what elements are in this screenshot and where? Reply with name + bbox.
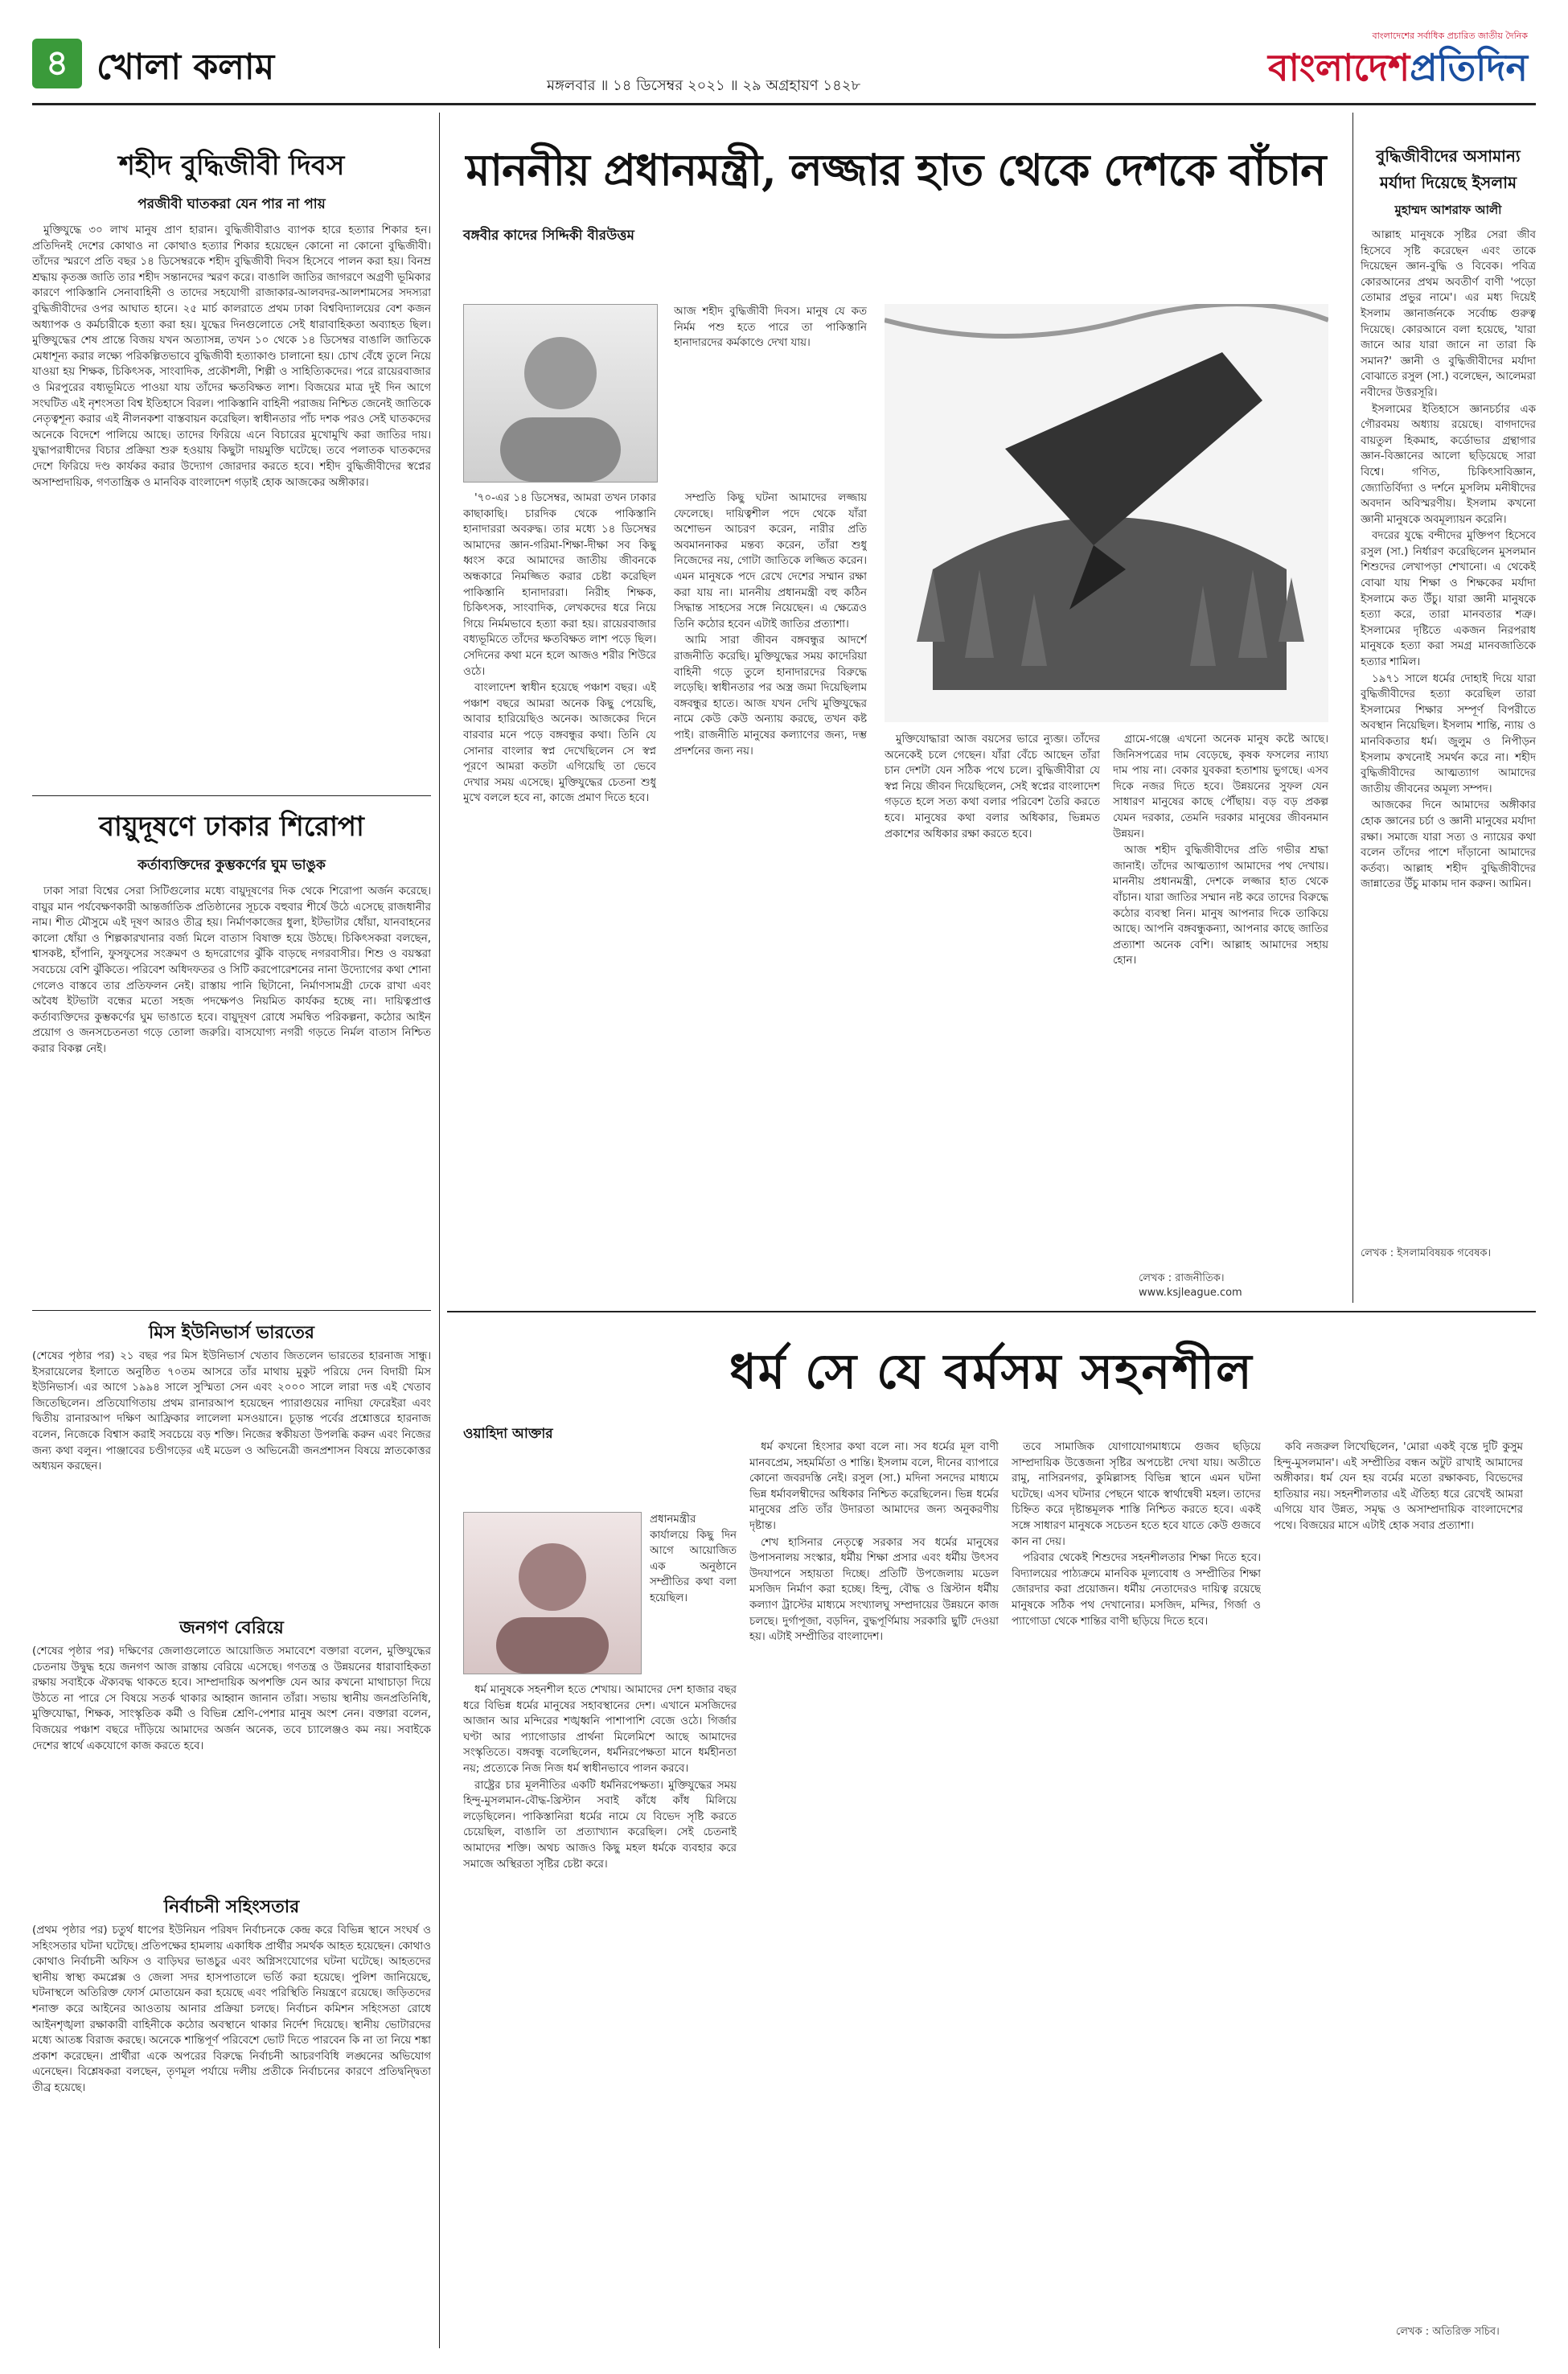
bottom-col-2 xyxy=(749,1440,999,2324)
news3-title: নির্বাচনী সহিংসতার xyxy=(163,1897,300,1917)
section-rule xyxy=(447,1311,1536,1312)
news1-body: (শেষের পৃষ্ঠার পর) ২১ বছর পর মিস ইউনিভার্স খেতাব জিতলেন ভারতের হারনাজ সান্ধু। ইসরায়েলের ইলাতে অনুষ্ঠিত ৭০তম আসরে তাঁর মাথায় মুকুট পরিয়ে দেন বিদায়ী মিস ইউনিভার্স। এর আগে ১৯৯৪ সালে সুস্মিতা সেন এবং ২০০০ সালে লারা দত্ত এই খেতাব জিতেছিলেন। প্রতিযোগিতায় প্রথম রানারআপ হয়েছেন প্যারাগুয়ের নাদিয়া ফেরেইরা এবং দ্বিতীয় রানারআপ দক্ষিণ আফ্রিকার লালেলা মসওয়ানে। চূড়ান্ত পর্বের প্রশ্নোত্তরে হারনাজ বলেন, নিজেকে বিশ্বাস করাই সবচেয়ে বড় শক্তি। নিজের স্বকীয়তা উপলব্ধি করুন এবং নিজের জন্য কথা বলুন। পাঞ্জাবের চণ্ডীগড়ের এই মডেল ও অভিনেত্রী জনপ্রশাসন বিষয়ে স্নাতকোত্তর অধ্যয়ন করছেন। xyxy=(32,1350,431,1473)
paragraph: আজ শহীদ বুদ্ধিজীবীদের প্রতি গভীর শ্রদ্ধা জানাই। তাঁদের আত্মত্যাগ আমাদের পথ দেখায়। মাননীয় প্রধানমন্ত্রী, দেশকে লজ্জার হাত থেকে বাঁচান। যারা জাতির সম্মান নষ্ট করে তাদের বিরুদ্ধে কঠোর ব্যবস্থা নিন। মানুষ আপনার দিকে তাকিয়ে আছে। আপনি বঙ্গবন্ধুকন্যা, আপনার কাছে জাতির প্রত্যাশা অনেক বেশি। আল্লাহ আমাদের সহায় হোন। xyxy=(1113,844,1328,967)
top-col-2 xyxy=(674,491,867,1295)
fountain-pen-icon xyxy=(885,304,1328,722)
bottom-col-1 xyxy=(463,1682,737,2326)
editorial1-title: শহীদ বুদ্ধিজীবী দিবস xyxy=(118,150,345,182)
paragraph: মুক্তিযুদ্ধে ৩০ লাখ মানুষ প্রাণ হারান। বুদ্ধিজীবীরাও ব্যাপক হারে হত্যার শিকার হন। প্রতিদিনই দেশের কোথাও না কোথাও হত্যার শিকার হয়েছেন কোনো না কোনো বুদ্ধিজীবী। তাঁদের স্মরণে প্রতি বছর ১৪ ডিসেম্বরকে শহীদ বুদ্ধিজীবী দিবস হিসেবে পালন করা হয়। বিনম্র শ্রদ্ধায় কৃতজ্ঞ জাতি তার শহীদ সন্তানদের স্মরণ করে। বাঙালি জাতির জাগরণে অগ্রণী ভূমিকার কারণে পাকিস্তানি সেনাবাহিনী ও তাদের সহযোগী রাজাকার-আলবদর-আলশামসের সদস্যরা বুদ্ধিজীবীদের ওপর আঘাত হানে। ২৫ মার্চ কালরাতে প্রথম ঢাকা বিশ্ববিদ্যালয়ের বেশ কজন অধ্যাপক ও কর্মচারীকে হত্যা করা হয়। যুদ্ধের দিনগুলোতে সেই ধারাবাহিকতা অব্যাহত ছিল। মুক্তিযুদ্ধের শেষ প্রান্তে বিজয় যখন অত্যাসন্ন, তখন ১০ থেকে ১৪ ডিসেম্বর বাঙালি জাতিকে মেধাশূন্য করার লক্ষ্যে পরিকল্পিতভাবে বুদ্ধিজীবী হত্যাকাণ্ড চালানো হয়। চোখ বেঁধে তুলে নিয়ে যাওয়া হয় শিক্ষক, চিকিৎসক, সাংবাদিক, প্রকৌশলী, শিল্পী ও সাহিত্যিকদের। পরে রায়েরবাজার ও মিরপুরের বধ্যভূমিতে পাওয়া যায় তাঁদের ক্ষতবিক্ষত লাশ। বিজয়ের মাত্র দুই দিন আগে সংঘটিত এই নৃশংসতা বিশ্ব ইতিহাসে বিরল। পাকিস্তানি বাহিনী পরাজয় নিশ্চিত জেনেই জাতিকে নেতৃত্বশূন্য করার এই নীলনকশা বাস্তবায়ন করেছিল। স্বাধীনতার পাঁচ দশক পরও সেই ঘাতকদের অনেকে বিদেশে পালিয়ে আছে। তাদের ফিরিয়ে এনে বিচারের মুখোমুখি করা জাতির দায়। যুদ্ধাপরাধীদের বিচার প্রক্রিয়া শুরু হওয়ায় কিছুটা দায়মুক্তি ঘটেছে। তবে পলাতক ঘাতকদের দেশে ফিরিয়ে দণ্ড কার্যকর করার উদ্যোগ জোরদার করতে হবে। শহীদ বুদ্ধিজীবীদের স্বপ্নের অসাম্প্রদায়িক, গণতান্ত্রিক ও মানবিক বাংলাদেশ গড়াই হোক আজকের অঙ্গীকার। xyxy=(32,224,431,489)
right-body xyxy=(1361,228,1536,1241)
top-lead: আজ শহীদ বুদ্ধিজীবী দিবস। মানুষ যে কত নির্মম পশু হতে পারে তা পাকিস্তানি হানাদারদের কর্মকাণ্ডে দেখা যায়। xyxy=(674,306,867,350)
header-rule xyxy=(32,103,1536,105)
divider xyxy=(32,795,431,796)
top-col-1 xyxy=(463,491,656,1295)
author-photo xyxy=(463,1512,642,1674)
person-icon xyxy=(464,1513,641,1674)
bottom-lead: প্রধানমন্ত্রীর কার্যালয়ে কিছু দিন আগে আয়োজিত এক অনুষ্ঠানে সম্প্রীতির কথা বলা হয়েছিল। xyxy=(650,1514,737,1604)
divider xyxy=(32,1310,431,1311)
paragraph: ধর্ম কখনো হিংসার কথা বলে না। সব ধর্মের মূল বাণী মানবপ্রেম, সহমর্মিতা ও শান্তি। ইসলাম বলে, দীনের ব্যাপারে কোনো জবরদস্তি নেই। রসুল (সা.) মদিনা সনদের মাধ্যমে ভিন্ন ধর্মাবলম্বীদের অধিকার নিশ্চিত করেছিলেন। ভিন্ন ধর্মের মানুষের প্রতি তাঁর উদারতা আমাদের জন্য অনুকরণীয় দৃষ্টান্ত। xyxy=(749,1441,999,1532)
bottom-col-3 xyxy=(1012,1440,1261,2324)
paragraph: গ্রামে-গঞ্জে এখনো অনেক মানুষ কষ্টে আছে। জিনিসপত্রের দাম বেড়েছে, কৃষক ফসলের ন্যায্য দাম পায় না। বেকার যুবকরা হতাশায় ভুগছে। এসব দিকে নজর দিতে হবে। উন্নয়নের সুফল যেন সাধারণ মানুষের কাছে পৌঁছায়। বড় বড় প্রকল্প যেমন দরকার, তেমনি দরকার মানুষের জীবনমান উন্নয়ন। xyxy=(1113,733,1328,840)
news2-body: (শেষের পৃষ্ঠার পর) দক্ষিণের জেলাগুলোতে আয়োজিত সমাবেশে বক্তারা বলেন, মুক্তিযুদ্ধের চেতনায় উদ্বুদ্ধ হয়ে জনগণ আজ রাস্তায় বেরিয়ে এসেছে। গণতন্ত্র ও উন্নয়নের ধারাবাহিকতা রক্ষায় সবাইকে ঐক্যবদ্ধ থাকতে হবে। সাম্প্রদায়িক অপশক্তি যেন আর কখনো মাথাচাড়া দিয়ে উঠতে না পারে সে বিষয়ে সতর্ক থাকার আহ্বান জানান তাঁরা। সভায় স্থানীয় জনপ্রতিনিধি, মুক্তিযোদ্ধা, শিক্ষক, সাংস্কৃতিক কর্মী ও বিভিন্ন শ্রেণি-পেশার মানুষ অংশ নেন। বক্তারা বলেন, বিজয়ের পঞ্চাশ বছরে দাঁড়িয়ে আমাদের অর্জন অনেক, তবে চ্যালেঞ্জও কম নয়। সবাইকে দেশের স্বার্থে একযোগে কাজ করতে হবে। xyxy=(32,1645,431,1752)
right-title-line2: মর্যাদা দিয়েছে ইসলাম xyxy=(1379,173,1517,192)
editorial1-body xyxy=(32,223,431,786)
column-rule xyxy=(439,113,440,2348)
paragraph: পরিবার থেকেই শিশুদের সহনশীলতার শিক্ষা দিতে হবে। বিদ্যালয়ের পাঠ্যক্রমে মানবিক মূল্যবোধ ও সম্প্রীতির শিক্ষা জোরদার করা প্রয়োজন। ধর্মীয় নেতাদেরও দায়িত্ব রয়েছে মানুষকে সঠিক পথ দেখানোর। মসজিদ, মন্দির, গির্জা ও প্যাগোডা থেকে শান্তির বাণী ছড়িয়ে দিতে হবে। xyxy=(1012,1552,1261,1628)
top-article xyxy=(447,113,1344,1303)
page-header xyxy=(32,29,1536,101)
header-date: মঙ্গলবার ॥ ১৪ ডিসেম্বর ২০২১ ॥ ২৯ অগ্রহায়ণ ১৪২৮ xyxy=(547,77,861,94)
paragraph: শেখ হাসিনার নেতৃত্বে সরকার সব ধর্মের মানুষের উপাসনালয় সংস্কার, ধর্মীয় শিক্ষা প্রসার এবং ধর্মীয় উৎসব উদযাপনে সহায়তা দিচ্ছে। প্রতিটি উপজেলায় মডেল মসজিদ নির্মাণ করা হচ্ছে। হিন্দু, বৌদ্ধ ও খ্রিস্টান ধর্মীয় কল্যাণ ট্রাস্টের মাধ্যমে সংখ্যালঘু সম্প্রদায়ের উন্নয়নে কাজ চলছে। দুর্গাপূজা, বড়দিন, বুদ্ধপূর্ণিমায় সরকারি ছুটি দেওয়া হয়। এটাই সম্প্রীতির বাংলাদেশ। xyxy=(749,1536,999,1644)
pen-illustration xyxy=(885,304,1328,722)
editorial2-subtitle: কর্তাব্যক্তিদের কুম্ভকর্ণের ঘুম ভাঙুক xyxy=(138,857,326,873)
right-article xyxy=(1361,113,1536,1303)
top-author-note: লেখক : রাজনীতিক। xyxy=(1139,1272,1225,1284)
bottom-col-4 xyxy=(1274,1440,1523,2292)
paragraph: রাষ্ট্রের চার মূলনীতির একটি ধর্মনিরপেক্ষতা। মুক্তিযুদ্ধের সময় হিন্দু-মুসলমান-বৌদ্ধ-খ্রিস্টান সবাই কাঁধে কাঁধ মিলিয়ে লড়েছিলেন। পাকিস্তানিরা ধর্মের নামে যে বিভেদ সৃষ্টি করতে চেয়েছিল, বাঙালি তা প্রত্যাখ্যান করেছিল। সেই চেতনাই আমাদের শক্তি। অথচ আজও কিছু মহল ধর্মকে ব্যবহার করে সমাজে অস্থিরতা সৃষ্টির চেষ্টা করে। xyxy=(463,1779,737,1871)
paragraph: মুক্তিযোদ্ধারা আজ বয়সের ভারে ন্যুব্জ। তাঁদের অনেকেই চলে গেছেন। যাঁরা বেঁচে আছেন তাঁরা চান দেশটা যেন সঠিক পথে চলে। বুদ্ধিজীবীরা যে স্বপ্ন নিয়ে জীবন দিয়েছিলেন, সেই স্বপ্নের বাংলাদেশ গড়তে হলে সত্য কথা বলার পরিবেশ তৈরি করতে হবে। মানুষের কথা বলার অধিকার, ভিন্নমত প্রকাশের অধিকার রক্ষা করতে হবে। xyxy=(885,733,1100,840)
bottom-headline: ধর্ম সে যে বর্মসম সহনশীল xyxy=(729,1344,1254,1400)
news1-title: মিস ইউনিভার্স ভারতের xyxy=(149,1323,314,1343)
paragraph: সম্প্রতি কিছু ঘটনা আমাদের লজ্জায় ফেলেছে। দায়িত্বশীল পদে থেকে যাঁরা অশোভন আচরণ করেন, নারীর প্রতি অবমাননাকর মন্তব্য করেন, তাঁরা শুধু নিজেদের নয়, গোটা জাতিকে লজ্জিত করেন। এমন মানুষকে পদে রেখে দেশের সম্মান রক্ষা করা যায় না। মাননীয় প্রধানমন্ত্রী বহু কঠিন সিদ্ধান্ত সাহসের সঙ্গে নিয়েছেন। এ ক্ষেত্রেও তিনি কঠোর হবেন এটাই জাতির প্রত্যাশা। xyxy=(674,492,867,630)
paragraph: আজকের দিনে আমাদের অঙ্গীকার হোক জ্ঞানের চর্চা ও জ্ঞানী মানুষের মর্যাদা রক্ষা। সমাজে যারা সত্য ও ন্যায়ের কথা বলেন তাঁদের পাশে দাঁড়ানো আমাদের কর্তব্য। আল্লাহ শহীদ বুদ্ধিজীবীদের জান্নাতের উঁচু মাকাম দান করুন। আমিন। xyxy=(1361,799,1536,891)
top-website[interactable]: www.ksjleague.com xyxy=(1139,1287,1242,1299)
editorial1-subtitle: পরজীবী ঘাতকরা যেন পার না পায় xyxy=(138,196,326,212)
person-icon xyxy=(464,305,657,482)
brand-part2: প্রতিদিন xyxy=(1410,46,1528,89)
paragraph: ঢাকা সারা বিশ্বের সেরা সিটিগুলোর মধ্যে বায়ুদূষণের দিক থেকে শিরোপা অর্জন করেছে। বায়ুর মান পর্যবেক্ষণকারী আন্তর্জাতিক প্রতিষ্ঠানের সূচকে বহুবার শীর্ষে উঠে এসেছে রাজধানীর নাম। শীত মৌসুমে এই দূষণ আরও তীব্র হয়। নির্মাণকাজের ধুলা, ইটভাটার ধোঁয়া, যানবাহনের কালো ধোঁয়া ও শিল্পকারখানার বর্জ্য মিলে বাতাস বিষাক্ত হয়ে উঠছে। চিকিৎসকরা বলছেন, শ্বাসকষ্ট, হাঁপানি, ফুসফুসের সংক্রমণ ও হৃদরোগের ঝুঁকি বাড়ছে নগরবাসীর। শিশু ও বয়স্করা সবচেয়ে বেশি ঝুঁকিতে। পরিবেশ অধিদফতর ও সিটি করপোরেশনের নানা উদ্যোগের কথা শোনা গেলেও বাস্তবে তার প্রতিফলন নেই। রাস্তায় পানি ছিটানো, নির্মাণসামগ্রী ঢেকে রাখা এবং অবৈধ ইটভাটা বন্ধের মতো সহজ পদক্ষেপও নিয়মিত কার্যকর হচ্ছে না। দায়িত্বপ্রাপ্ত কর্তাব্যক্তিদের কুম্ভকর্ণের ঘুম ভাঙাতে হবে। বায়ুদূষণ রোধে সমন্বিত পরিকল্পনা, কঠোর আইন প্রয়োগ ও জনসচেতনতা গড়ে তোলা জরুরি। বাসযোগ্য নগরী গড়তে নির্মল বাতাস নিশ্চিত করার বিকল্প নেই। xyxy=(32,885,431,1055)
right-author-note: লেখক : ইসলামবিষয়ক গবেষক। xyxy=(1361,1247,1492,1259)
author-photo xyxy=(463,304,658,483)
bottom-article xyxy=(447,1319,1536,2348)
paragraph: তবে সামাজিক যোগাযোগমাধ্যমে গুজব ছড়িয়ে সাম্প্রদায়িক উত্তেজনা সৃষ্টির অপচেষ্টা দেখা যায়। অতীতে রামু, নাসিরনগর, কুমিল্লাসহ বিভিন্ন স্থানে এমন ঘটনা ঘটেছে। এসব ঘটনার পেছনে থাকে স্বার্থান্বেষী মহল। তাদের চিহ্নিত করে দৃষ্টান্তমূলক শাস্তি নিশ্চিত করতে হবে। একই সঙ্গে সাধারণ মানুষকে সচেতন হতে হবে যাতে কেউ গুজবে কান না দেয়। xyxy=(1012,1441,1261,1548)
paragraph: বাংলাদেশ স্বাধীন হয়েছে পঞ্চাশ বছর। এই পঞ্চাশ বছরে আমরা অনেক কিছু পেয়েছি, আবার হারিয়েছিও অনেক। আজকের দিনে বারবার মনে পড়ে বঙ্গবন্ধুর কথা। তিনি যে সোনার বাংলার স্বপ্ন দেখেছিলেন সে স্বপ্ন পূরণে আমরা কতটা এগিয়েছি তা ভেবে দেখার সময় এসেছে। মুক্তিযুদ্ধের চেতনা শুধু মুখে বললে হবে না, কাজে প্রমাণ দিতে হবে। xyxy=(463,682,656,805)
brand-logo xyxy=(1268,40,1528,101)
right-title-line1: বুদ্ধিজীবীদের অসামান্য xyxy=(1376,146,1521,166)
section-title: খোলা কলাম xyxy=(96,47,275,88)
right-byline: মুহাম্মদ আশরাফ আলী xyxy=(1394,203,1502,217)
paragraph: কবি নজরুল লিখেছিলেন, 'মোরা একই বৃন্তে দুটি কুসুম হিন্দু-মুসলমান'। এই সম্প্রীতির বন্ধন অটুট রাখাই আমাদের অঙ্গীকার। ধর্ম যেন হয় বর্মের মতো রক্ষাকবচ, বিভেদের হাতিয়ার নয়। সহনশীলতার এই ঐতিহ্য ধরে রেখেই আমরা এগিয়ে যাব উন্নত, সমৃদ্ধ ও অসাম্প্রদায়িক বাংলাদেশের পথে। বিজয়ের মাসে এটাই হোক সবার প্রত্যাশা। xyxy=(1274,1441,1523,1532)
editorial2-title: বায়ুদূষণে ঢাকার শিরোপা xyxy=(99,811,364,843)
paragraph: বদরের যুদ্ধে বন্দীদের মুক্তিপণ হিসেবে রসুল (সা.) নির্ধারণ করেছিলেন মুসলমান শিশুদের লেখাপড়া শেখানো। এ থেকেই বোঝা যায় শিক্ষা ও শিক্ষকের মর্যাদা ইসলামে কত উঁচু। যারা জ্ঞানী মানুষকে হত্যা করে, তারা মানবতার শত্রু। ইসলামের দৃষ্টিতে একজন নিরপরাধ মানুষকে হত্যা করা সমগ্র মানবজাতিকে হত্যার শামিল। xyxy=(1361,530,1536,669)
paragraph: '৭০-এর ১৪ ডিসেম্বর, আমরা তখন ঢাকার কাছাকাছি। চারদিক থেকে পাকিস্তানি হানাদাররা অবরুদ্ধ। তার মধ্যে ১৪ ডিসেম্বর আমাদের জ্ঞান-গরিমা-শিক্ষা-দীক্ষা সব কিছু ধ্বংস করে আমাদের জাতীয় জীবনকে অন্ধকারে নিমজ্জিত করার চেষ্টা করেছিল পাকিস্তানি হানাদাররা। নিরীহ শিক্ষক, চিকিৎসক, সাংবাদিক, লেখকদের ধরে নিয়ে গিয়ে নির্মমভাবে হত্যা করা হয়। রায়েরবাজার বধ্যভূমিতে তাঁদের ক্ষতবিক্ষত লাশ পড়ে ছিল। সেদিনের কথা মনে হলে আজও শরীর শিউরে ওঠে। xyxy=(463,492,656,678)
top-col-3 xyxy=(885,732,1100,1295)
editorial2-body xyxy=(32,884,431,1302)
brand-part1: বাংলাদেশ xyxy=(1267,46,1410,89)
left-column xyxy=(32,113,431,2348)
paragraph: ধর্ম মানুষকে সহনশীল হতে শেখায়। আমাদের দেশ হাজার বছর ধরে বিভিন্ন ধর্মের মানুষের সহাবস্থানের দেশ। এখানে মসজিদের আজান আর মন্দিরের শঙ্খধ্বনি পাশাপাশি বেজে ওঠে। গির্জার ঘণ্টা আর প্যাগোডার প্রার্থনা মিলেমিশে আছে আমাদের সংস্কৃতিতে। বঙ্গবন্ধু বলেছিলেন, ধর্মনিরপেক্ষতা মানে ধর্মহীনতা নয়; প্রত্যেকে নিজ নিজ ধর্ম স্বাধীনভাবে পালন করবে। xyxy=(463,1684,737,1775)
news3-body: (প্রথম পৃষ্ঠার পর) চতুর্থ ধাপের ইউনিয়ন পরিষদ নির্বাচনকে কেন্দ্র করে বিভিন্ন স্থানে সংঘর্ষ ও সহিংসতার ঘটনা ঘটেছে। প্রতিপক্ষের হামলায় একাধিক প্রার্থীর সমর্থক আহত হয়েছেন। কোথাও কোথাও নির্বাচনী অফিস ও বাড়িঘর ভাঙচুর এবং অগ্নিসংযোগের ঘটনা ঘটেছে। আহতদের স্থানীয় স্বাস্থ্য কমপ্লেক্স ও জেলা সদর হাসপাতালে ভর্তি করা হয়েছে। পুলিশ জানিয়েছে, ঘটনাস্থলে অতিরিক্ত ফোর্স মোতায়েন করা হয়েছে এবং পরিস্থিতি নিয়ন্ত্রণে রয়েছে। জড়িতদের শনাক্ত করে আইনের আওতায় আনার প্রক্রিয়া চলছে। নির্বাচন কমিশন সহিংসতা রোধে আইনশৃঙ্খলা রক্ষাকারী বাহিনীকে কঠোর অবস্থানে থাকার নির্দেশ দিয়েছে। স্থানীয় ভোটারদের মধ্যে আতঙ্ক বিরাজ করছে। অনেকে শান্তিপূর্ণ পরিবেশে ভোট দিতে পারবেন কি না তা নিয়ে শঙ্কা প্রকাশ করেছেন। প্রার্থীরা একে অপরের বিরুদ্ধে নির্বাচনী আচরণবিধি লঙ্ঘনের অভিযোগ এনেছেন। বিশ্লেষকরা বলছেন, তৃণমূল পর্যায়ে দলীয় প্রতীকে নির্বাচনের কারণে প্রতিদ্বন্দ্বিতা তীব্র হয়েছে। xyxy=(32,1924,431,2094)
news2-title: জনগণ বেরিয়ে xyxy=(179,1618,284,1638)
paragraph: ইসলামের ইতিহাসে জ্ঞানচর্চার এক গৌরবময় অধ্যায় রয়েছে। বাগদাদের বায়তুল হিকমাহ, কর্ডোভার গ্রন্থাগার জ্ঞান-বিজ্ঞানের আলো ছড়িয়েছে সারা বিশ্বে। গণিত, চিকিৎসাবিজ্ঞান, জ্যোতির্বিদ্যা ও দর্শনে মুসলিম মনীষীদের অবদান অবিস্মরণীয়। ইসলাম কখনো জ্ঞানী মানুষকে অবমূল্যায়ন করেনি। xyxy=(1361,403,1536,526)
bottom-byline: ওয়াহিদা আক্তার xyxy=(463,1426,553,1442)
top-col-4 xyxy=(1113,732,1328,1263)
top-byline: বঙ্গবীর কাদের সিদ্দিকী বীরউত্তম xyxy=(463,228,634,244)
bottom-author-note: লেখক : অতিরিক্ত সচিব। xyxy=(1396,2326,1500,2338)
top-headline: মাননীয় প্রধানমন্ত্রী, লজ্জার হাত থেকে দেশকে বাঁচান xyxy=(466,144,1326,195)
page-number-badge xyxy=(32,39,82,88)
paragraph: ১৯৭১ সালে ধর্মের দোহাই দিয়ে যারা বুদ্ধিজীবীদের হত্যা করেছিল তারা ইসলামের শিক্ষার সম্পূর্ণ বিপরীতে অবস্থান নিয়েছিল। ইসলাম শান্তি, ন্যায় ও মানবিকতার ধর্ম। জুলুম ও নিপীড়ন ইসলাম কখনোই সমর্থন করে না। শহীদ বুদ্ধিজীবীদের আত্মত্যাগ আমাদের জাতীয় জীবনের অমূল্য সম্পদ। xyxy=(1361,672,1536,795)
brand-tagline: বাংলাদেশের সর্বাধিক প্রচারিত জাতীয় দৈনিক xyxy=(1372,31,1528,41)
page-number: ৪ xyxy=(45,43,69,84)
paragraph: আল্লাহ মানুষকে সৃষ্টির সেরা জীব হিসেবে সৃষ্টি করেছেন এবং তাকে দিয়েছেন জ্ঞান-বুদ্ধি ও বিবেক। পবিত্র কোরআনের প্রথম অবতীর্ণ বাণী 'পড়ো তোমার প্রভুর নামে'। এর মধ্য দিয়েই ইসলাম জ্ঞানার্জনকে সর্বোচ্চ গুরুত্ব দিয়েছে। কোরআনে বলা হয়েছে, 'যারা জানে আর যারা জানে না তারা কি সমান?' জ্ঞানী ও বুদ্ধিজীবীদের মর্যাদা বোঝাতে রসুল (সা.) বলেছেন, আলেমরা নবীদের উত্তরসূরি। xyxy=(1361,229,1536,399)
paragraph: আমি সারা জীবন বঙ্গবন্ধুর আদর্শে রাজনীতি করেছি। মুক্তিযুদ্ধের সময় কাদেরিয়া বাহিনী গড়ে তুলে হানাদারদের বিরুদ্ধে লড়েছি। স্বাধীনতার পর অস্ত্র জমা দিয়েছিলাম বঙ্গবন্ধুর হাতে। আজ যখন দেখি মুক্তিযুদ্ধের নামে কেউ কেউ অন্যায় করছে, তখন কষ্ট পাই। রাজনীতি মানুষের কল্যাণের জন্য, দম্ভ প্রদর্শনের জন্য নয়। xyxy=(674,635,867,758)
